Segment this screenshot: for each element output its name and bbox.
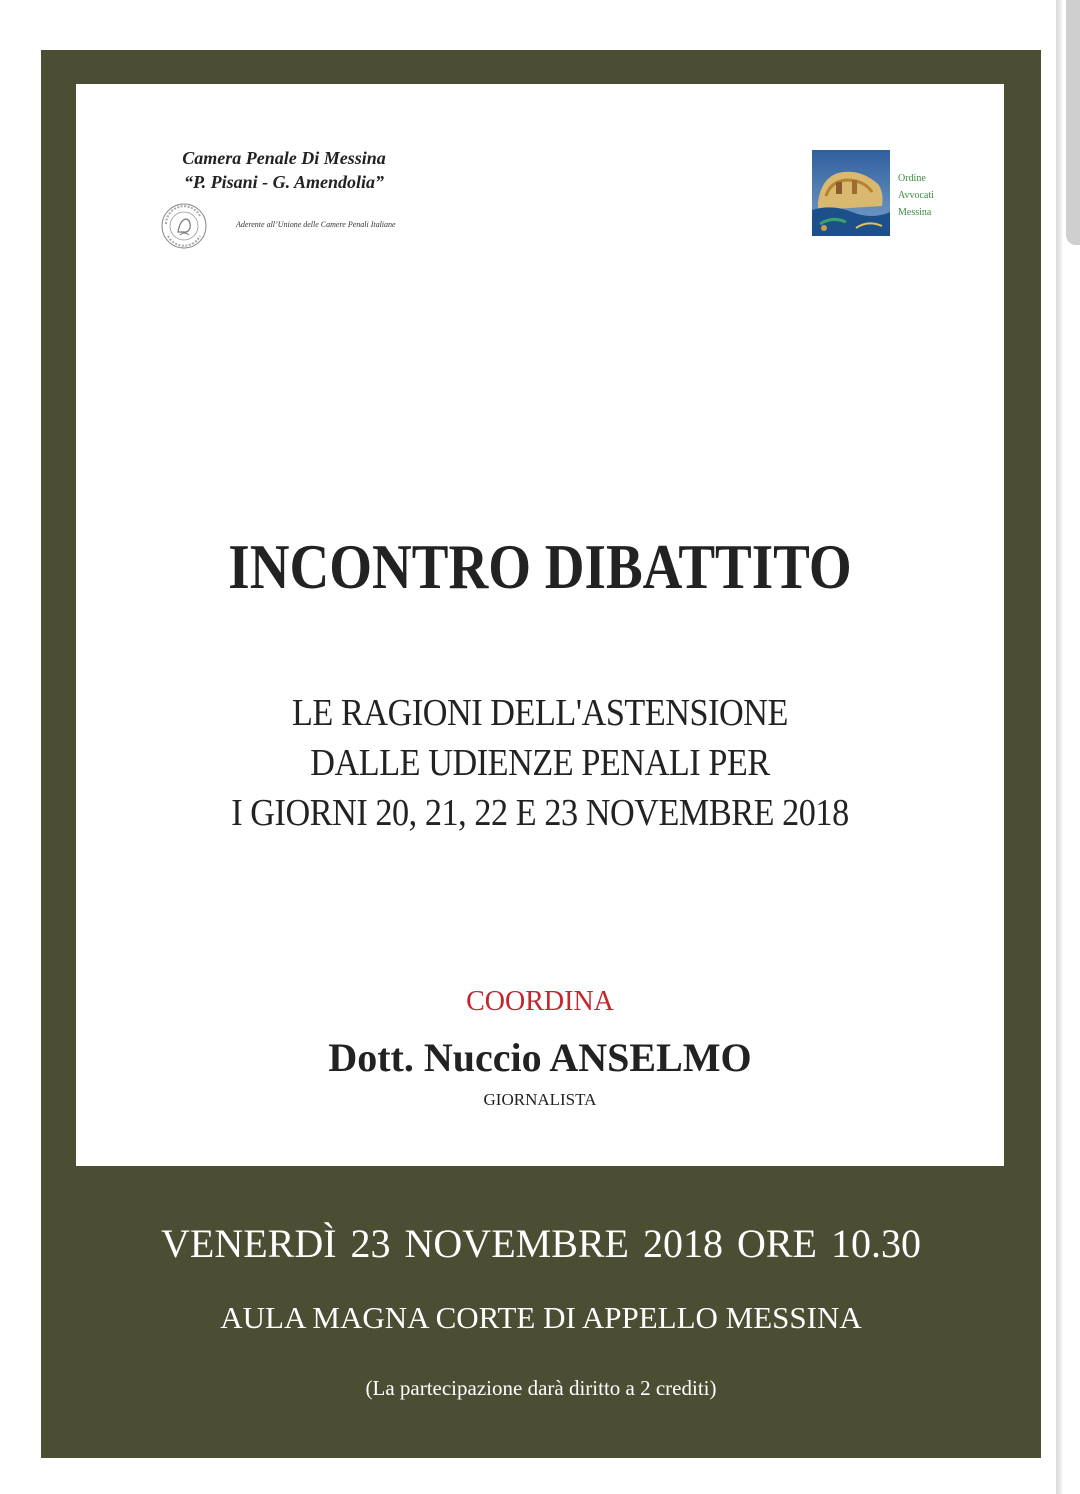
coordinator-role: GIORNALISTA: [483, 1090, 597, 1109]
ordine-avvocati-name: [898, 170, 934, 221]
event-poster: [41, 50, 1041, 1458]
camera-penale-name: Camera Penale Di Messina: [182, 148, 386, 168]
messina-line: Messina: [898, 207, 932, 218]
event-subtitle: [76, 688, 1004, 838]
avvocati-line: Avvocati: [898, 190, 934, 201]
scrollbar-thumb[interactable]: [1066, 0, 1080, 245]
credits-note: (La partecipazione darà diritto a 2 crediti): [365, 1376, 717, 1400]
camera-penale-dedication: “P. Pisani - G. Amendolia”: [183, 172, 385, 192]
event-date-time: VENERDÌ 23 NOVEMBRE 2018 ORE 10.30: [161, 1221, 921, 1266]
messina-harbor-logo-icon: [812, 150, 890, 236]
subtitle-line-2: DALLE UDIENZE PENALI PER: [310, 742, 770, 784]
event-title: INCONTRO DIBATTITO: [228, 531, 852, 602]
camera-penale-header: [154, 146, 414, 194]
coordinator-label: COORDINA: [466, 986, 614, 1017]
ordine-line: Ordine: [898, 173, 926, 184]
ucpi-seal-icon: [160, 202, 208, 250]
viewer-edge-shadow: [1056, 0, 1062, 1494]
ucpi-affiliation-text: Aderente all’Unione delle Camere Penali Italiane: [236, 220, 396, 229]
ucpi-affiliation: [156, 202, 476, 252]
coordinator-name: Dott. Nuccio ANSELMO: [328, 1035, 752, 1080]
subtitle-line-3: I GIORNI 20, 21, 22 E 23 NOVEMBRE 2018: [231, 792, 849, 834]
ordine-avvocati-logo-block: [812, 150, 952, 240]
subtitle-line-1: LE RAGIONI DELL'ASTENSIONE: [291, 692, 788, 734]
event-venue: AULA MAGNA CORTE DI APPELLO MESSINA: [220, 1300, 862, 1335]
poster-white-panel: [76, 84, 1004, 1166]
